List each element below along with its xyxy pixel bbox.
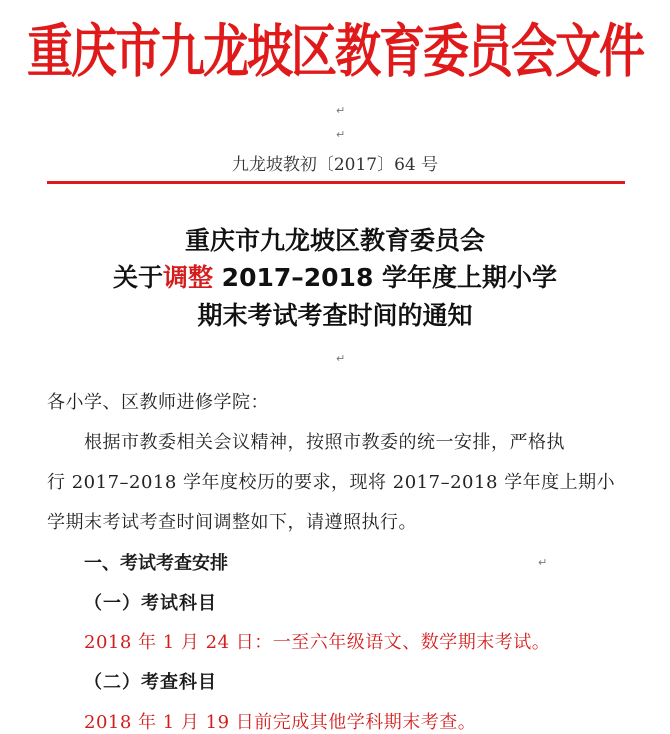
body-paragraph-line3: 学期末考试考查时间调整如下，请遵照执行。: [47, 512, 417, 533]
notice-title-line3: 期末考试考查时间的通知: [197, 301, 473, 330]
document-number: 九龙坡教初〔2017〕64 号: [231, 155, 439, 175]
issuer-header-title: 重庆市九龙坡区教育委员会文件: [27, 17, 643, 85]
red-separator-rule: [47, 181, 625, 184]
notice-title-prefix: 关于: [112, 263, 163, 292]
notice-title-line1: 重庆市九龙坡区教育委员会: [184, 226, 485, 255]
body-paragraph-line2: 行 2017–2018 学年度校历的要求，现将 2017–2018 学年度上期小: [47, 472, 616, 493]
salutation: 各小学、区教师进修学院：: [47, 392, 269, 413]
notice-title-highlight: 调整: [162, 263, 213, 292]
sub-heading-exam-subjects: （一）考试科目: [84, 593, 217, 614]
body-paragraph-line1: 根据市教委相关会议精神，按照市教委的统一安排，严格执: [84, 432, 565, 453]
paragraph-mark: ↵: [538, 556, 548, 569]
section-heading-1: 一、考试考查安排: [84, 553, 228, 574]
sub-heading-assessment-subjects: （二）考查科目: [84, 672, 217, 693]
exam-subjects-text: 2018 年 1 月 24 日：一至六年级语文、数学期末考试。: [84, 632, 551, 653]
paragraph-mark: ↵: [336, 104, 346, 117]
notice-title-line2: [0, 258, 670, 294]
paragraph-mark: ↵: [336, 128, 346, 141]
notice-title-suffix: 2017–2018 学年度上期小学: [212, 263, 558, 292]
assessment-subjects-text: 2018 年 1 月 19 日前完成其他学科期末考查。: [84, 712, 477, 733]
paragraph-mark: ↵: [336, 352, 346, 365]
